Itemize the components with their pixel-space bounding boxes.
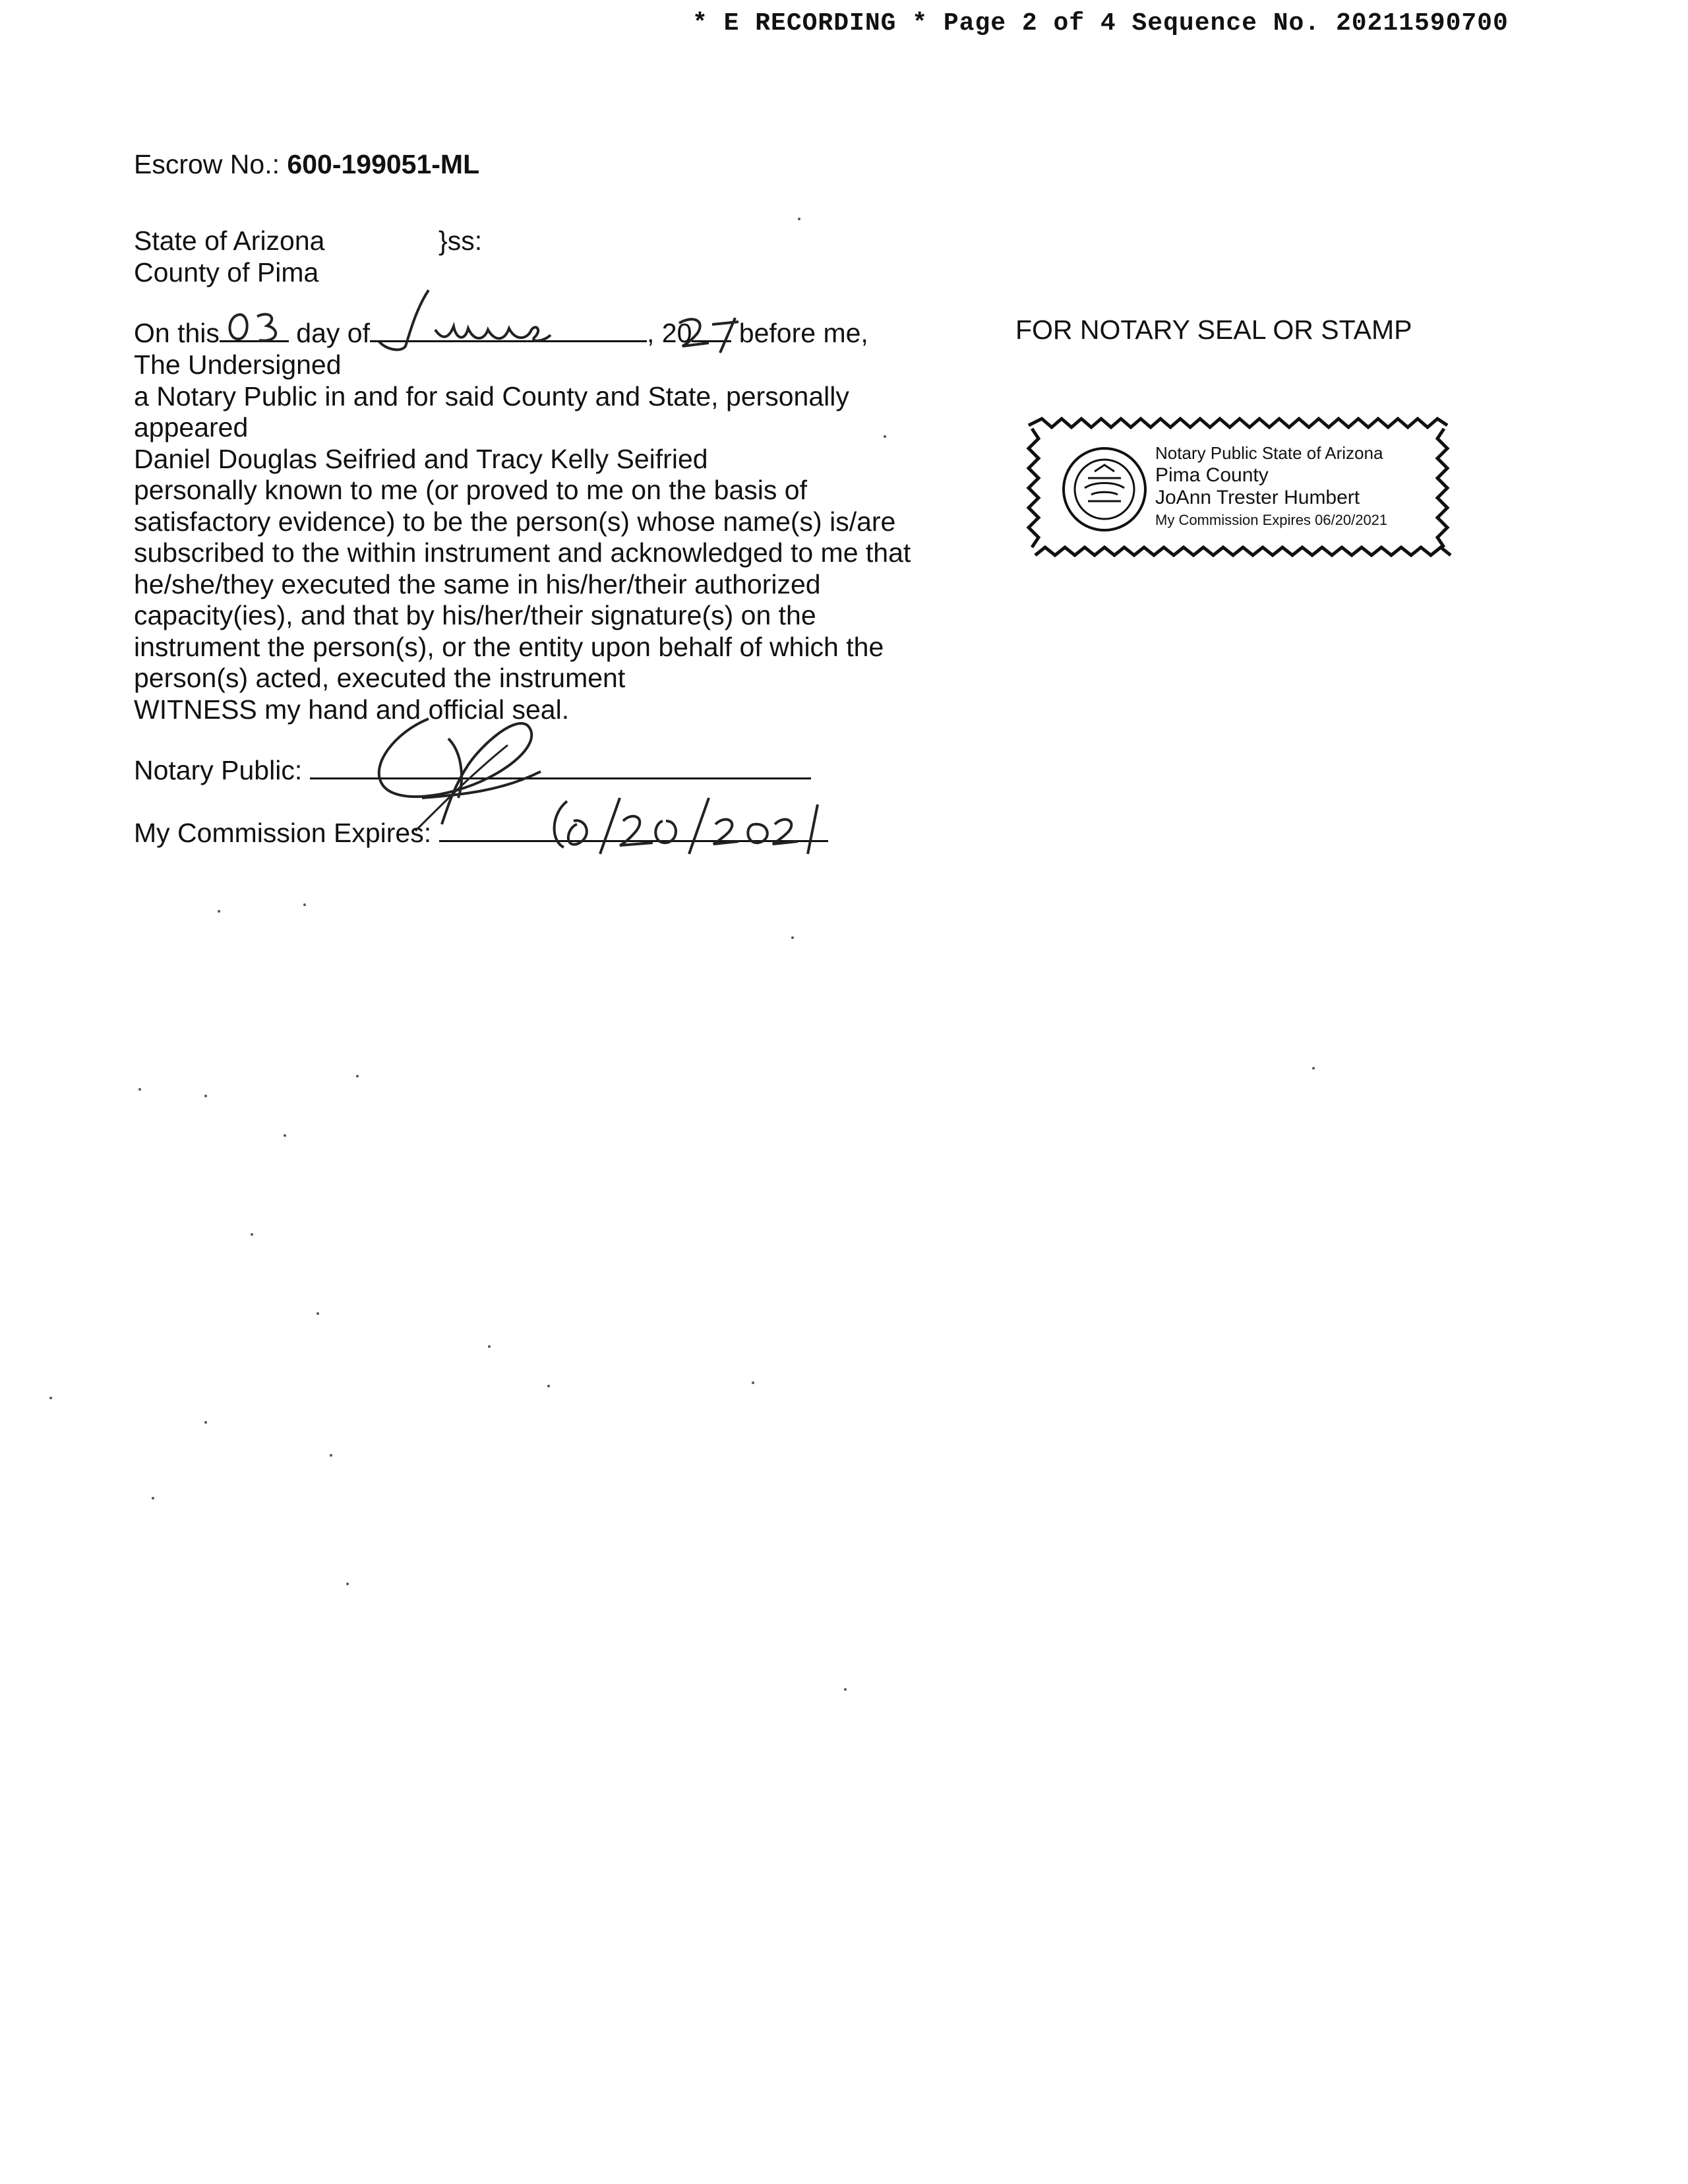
stamp-line: My Commission Expires 06/20/2021 — [1155, 512, 1388, 528]
acknowledgment-line: person(s) acted, executed the instrument — [134, 663, 626, 693]
acknowledgment-line: The Undersigned — [134, 349, 342, 380]
state-venue: State of Arizona — [134, 226, 325, 256]
scan-speck — [284, 1134, 286, 1137]
acknowledgment-line: a Notary Public in and for said County and State, personally — [134, 380, 849, 411]
recording-header: * E RECORDING * Page 2 of 4 Sequence No. 20211590700 — [692, 9, 1509, 38]
scan-speck — [303, 903, 306, 906]
scan-speck — [204, 1095, 207, 1097]
acknowledgment-body — [134, 349, 911, 725]
scan-speck — [316, 1312, 319, 1315]
commission-expires-line — [134, 818, 828, 849]
scan-speck — [152, 1497, 154, 1500]
day-of-label: day of — [296, 318, 370, 348]
scan-speck — [752, 1381, 754, 1384]
scan-speck — [251, 1233, 253, 1236]
scan-speck — [791, 936, 794, 939]
acknowledgment-line: appeared — [134, 412, 249, 442]
escrow-number — [134, 149, 479, 180]
year-blank — [692, 318, 731, 342]
before-me-label: before me, — [738, 318, 868, 348]
scan-speck — [346, 1583, 349, 1585]
acknowledgment-line: capacity(ies), and that by his/her/their signature(s) on the — [134, 600, 816, 630]
notary-signature-line — [134, 755, 811, 786]
acknowledgment-line: satisfactory evidence) to be the person(s) whose name(s) is/are — [134, 506, 896, 537]
escrow-label: Escrow No.: — [134, 149, 280, 179]
year-prefix: , 20 — [647, 318, 692, 348]
scan-speck — [844, 1688, 847, 1691]
acknowledgment-line: he/she/they executed the same in his/her/their authorized — [134, 568, 821, 599]
stamp-text — [1155, 442, 1387, 531]
witness-line: WITNESS my hand and official seal. — [134, 694, 570, 725]
scan-speck — [488, 1345, 491, 1348]
on-this-label: On this — [134, 318, 220, 348]
county-venue: County of Pima — [134, 257, 319, 288]
scan-speck — [356, 1075, 359, 1077]
scan-speck — [547, 1385, 550, 1387]
scan-speck — [330, 1454, 332, 1457]
commission-label: My Commission Expires: — [134, 818, 432, 848]
seal-heading: FOR NOTARY SEAL OR STAMP — [1015, 315, 1412, 345]
acknowledgment-line: personally known to me (or proved to me on the basis of — [134, 475, 807, 505]
acknowledgment-line: subscribed to the within instrument and acknowledged to me that — [134, 537, 911, 568]
scan-speck — [1312, 1067, 1315, 1070]
commission-blank — [439, 818, 828, 842]
stamp-line: Notary Public State of Arizona — [1155, 443, 1383, 463]
day-blank — [220, 318, 289, 342]
notary-signature-blank — [310, 755, 811, 779]
stamp-line: Pima County — [1155, 464, 1269, 486]
scan-speck — [218, 910, 220, 913]
ss-mark: }ss: — [438, 226, 483, 256]
scan-speck — [884, 435, 886, 438]
escrow-value: 600-199051-ML — [287, 149, 480, 179]
scan-speck — [138, 1088, 141, 1091]
acknowledgment-line: instrument the person(s), or the entity upon behalf of which the — [134, 631, 884, 662]
signer-names: Daniel Douglas Seifried and Tracy Kelly Seifried — [134, 443, 708, 474]
notary-label: Notary Public: — [134, 755, 303, 785]
month-blank — [370, 318, 647, 342]
stamp-line: JoAnn Trester Humbert — [1155, 487, 1360, 508]
scan-speck — [204, 1421, 207, 1424]
scan-speck — [49, 1397, 52, 1399]
scan-speck — [798, 218, 800, 220]
acknowledgment-date-line — [134, 318, 868, 349]
